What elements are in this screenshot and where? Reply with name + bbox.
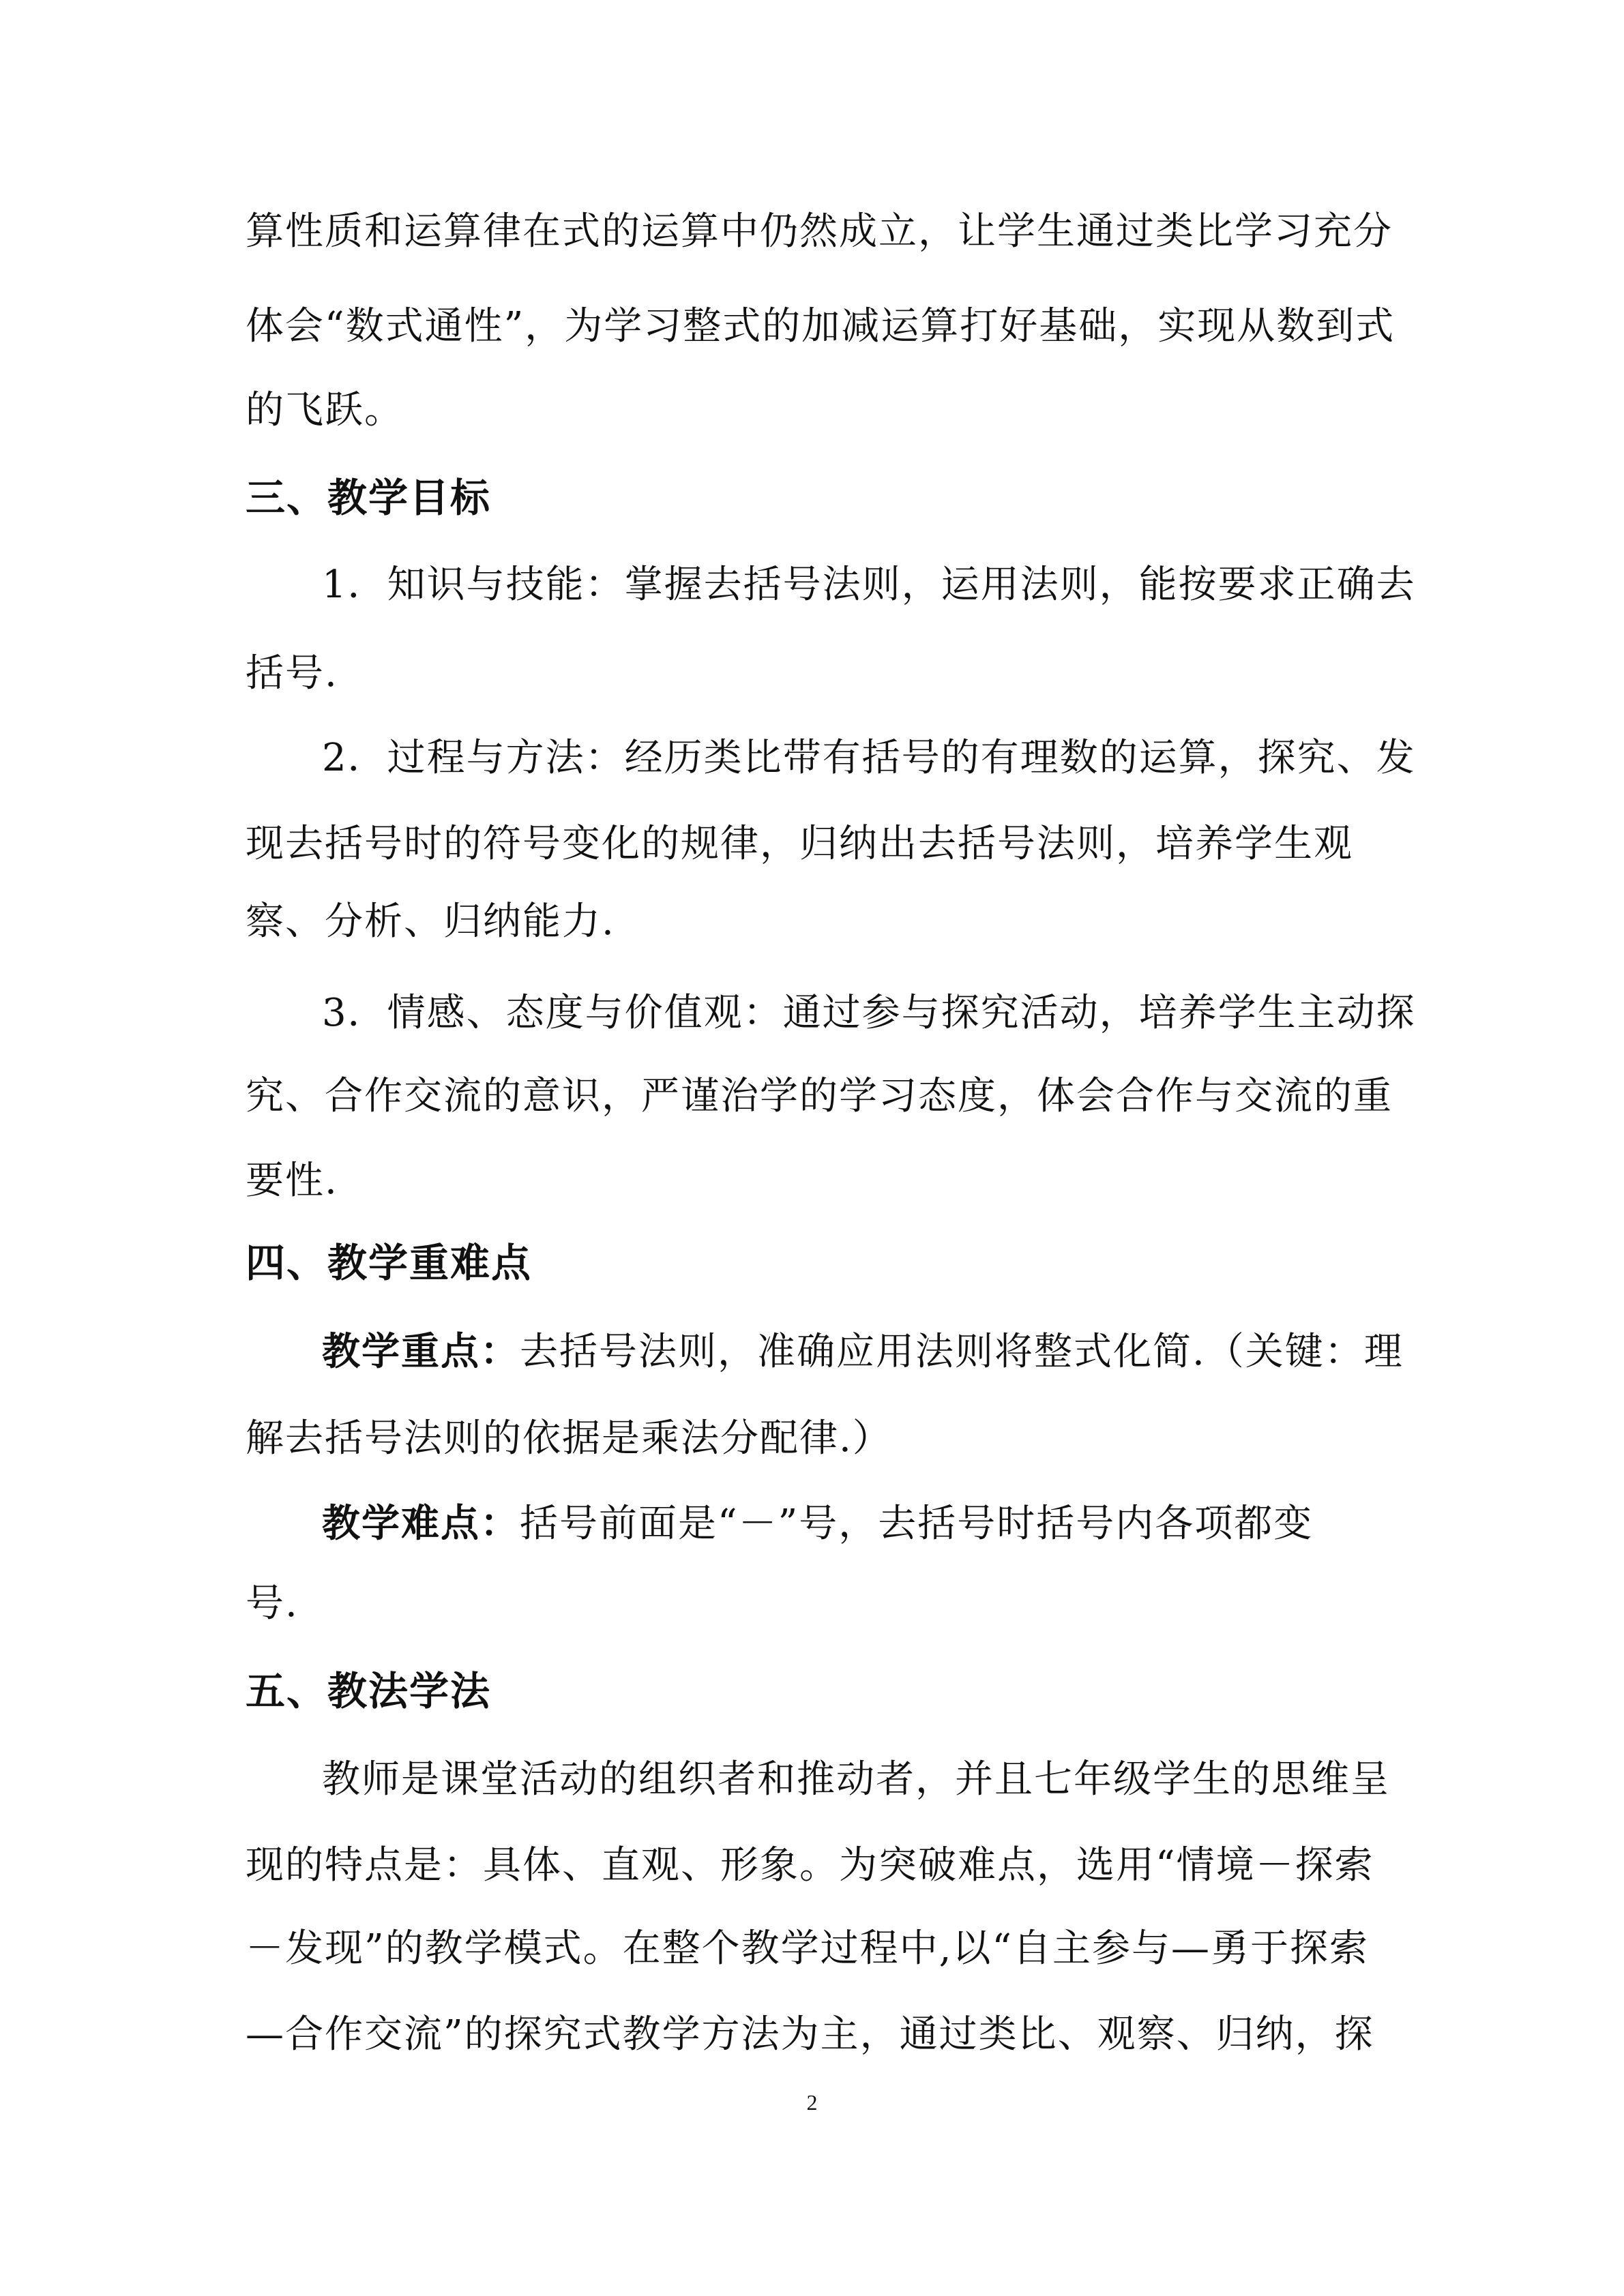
goal-2-line-3: 察、分析、归纳能力.: [246, 899, 615, 944]
difficulty-label: 教学难点：: [322, 1502, 520, 1546]
paragraph-intro-line-1: 算性质和运算律在式的运算中仍然成立，让学生通过类比学习充分: [246, 209, 1393, 254]
goal-3-line-2: 究、合作交流的意识，严谨治学的学习态度，体会合作与交流的重: [246, 1074, 1393, 1118]
goal-3-line-1: 3．情感、态度与价值观：通过参与探究活动，培养学生主动探: [322, 991, 1416, 1035]
key-point-label: 教学重点：: [322, 1330, 520, 1374]
methods-line-2: 现的特点是：具体、直观、形象。为突破难点，选用“情境－探索: [246, 1843, 1374, 1888]
paragraph-intro-line-2: 体会“数式通性”，为学习整式的加减运算打好基础，实现从数到式: [246, 304, 1396, 348]
page-number: 2: [806, 2090, 818, 2115]
goal-1-line-1: 1．知识与技能：掌握去括号法则，运用法则，能按要求正确去: [322, 563, 1416, 607]
key-point-line-2: 解去括号法则的依据是乘法分配律.）: [246, 1416, 892, 1461]
difficulty-text: 括号前面是“－”号，去括号时括号内各项都变: [520, 1502, 1314, 1546]
goal-1-line-2: 括号.: [246, 651, 338, 696]
difficulty-line-2: 号.: [246, 1581, 299, 1626]
methods-line-3: －发现”的教学模式。在整个教学过程中,以“自主参与—勇于探索: [246, 1926, 1370, 1971]
paragraph-intro-line-3: 的飞跃。: [246, 388, 404, 432]
section-heading-key-difficulties: 四、教学重难点: [246, 1240, 533, 1286]
goal-3-line-3: 要性.: [246, 1159, 338, 1203]
key-point-line-1: [322, 1325, 1404, 1380]
section-heading-methods: 五、教法学法: [246, 1668, 492, 1714]
section-heading-teaching-goals: 三、教学目标: [246, 475, 492, 521]
goal-2-line-2: 现去括号时的符号变化的规律，归纳出去括号法则，培养学生观: [246, 822, 1353, 866]
methods-line-4: —合作交流”的探究式教学方法为主，通过类比、观察、归纳，探: [246, 2012, 1374, 2057]
goal-2-line-1: 2．过程与方法：经历类比带有括号的有理数的运算，探究、发: [322, 736, 1416, 780]
key-point-text: 去括号法则，准确应用法则将整式化简.（关键：理: [520, 1330, 1404, 1374]
methods-line-1: 教师是课堂活动的组织者和推动者，并且七年级学生的思维呈: [322, 1757, 1390, 1802]
difficulty-line-1: [322, 1497, 1313, 1551]
